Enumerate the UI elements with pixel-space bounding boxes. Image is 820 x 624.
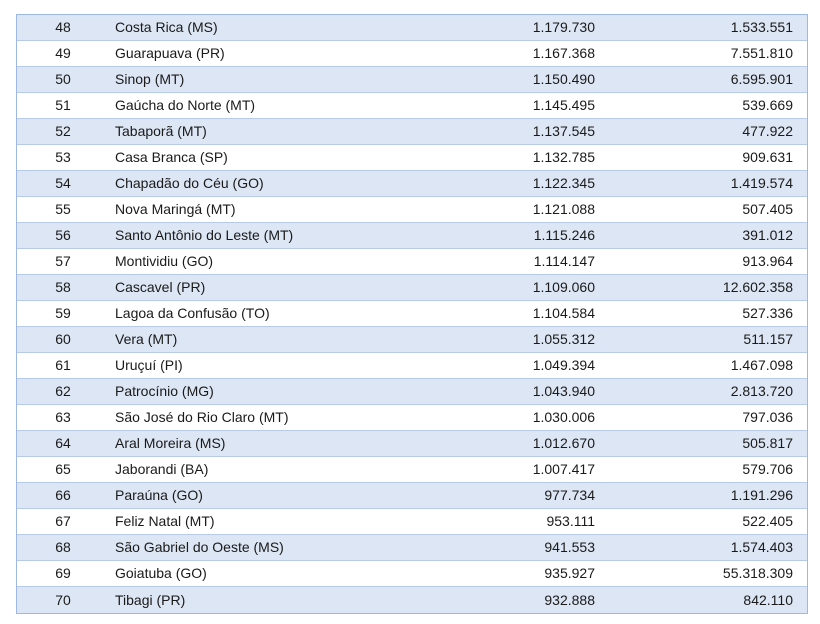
value1-cell: 1.132.785 [435,145,603,171]
table-row [17,275,807,301]
value1-cell: 935.927 [435,561,603,587]
table-row [17,301,807,327]
table-row [17,145,807,171]
value1-cell: 1.104.584 [435,301,603,327]
value2-cell: 391.012 [603,223,807,249]
rank-cell: 54 [17,171,109,197]
table-row [17,509,807,535]
table-row [17,405,807,431]
value1-cell: 941.553 [435,535,603,561]
truncated-previous-row [16,0,808,14]
table-row [17,535,807,561]
value1-cell: 1.043.940 [435,379,603,405]
value1-cell: 1.007.417 [435,457,603,483]
rank-cell: 68 [17,535,109,561]
table-row [17,431,807,457]
value2-cell: 55.318.309 [603,561,807,587]
city-cell: Casa Branca (SP) [109,145,435,171]
value1-cell: 1.012.670 [435,431,603,457]
table-row [17,587,807,613]
value2-cell: 2.813.720 [603,379,807,405]
table-row [17,119,807,145]
table-row [17,67,807,93]
value2-cell: 6.595.901 [603,67,807,93]
table-row [17,483,807,509]
city-cell: Chapadão do Céu (GO) [109,171,435,197]
value2-cell: 797.036 [603,405,807,431]
city-cell: Vera (MT) [109,327,435,353]
value1-cell: 1.122.345 [435,171,603,197]
value2-cell: 579.706 [603,457,807,483]
table-body [17,15,807,613]
value2-cell: 913.964 [603,249,807,275]
city-cell: Goiatuba (GO) [109,561,435,587]
city-cell: Sinop (MT) [109,67,435,93]
city-cell: Gaúcha do Norte (MT) [109,93,435,119]
city-cell: Jaborandi (BA) [109,457,435,483]
value1-cell: 1.179.730 [435,15,603,41]
city-cell: Aral Moreira (MS) [109,431,435,457]
rank-cell: 69 [17,561,109,587]
table-row [17,223,807,249]
rank-cell: 50 [17,67,109,93]
rank-cell: 60 [17,327,109,353]
value1-cell: 1.137.545 [435,119,603,145]
value1-cell: 977.734 [435,483,603,509]
value1-cell: 1.115.246 [435,223,603,249]
value1-cell: 1.055.312 [435,327,603,353]
municipality-table [16,14,808,614]
rank-cell: 70 [17,587,109,613]
value2-cell: 507.405 [603,197,807,223]
city-cell: Lagoa da Confusão (TO) [109,301,435,327]
rank-cell: 67 [17,509,109,535]
city-cell: Patrocínio (MG) [109,379,435,405]
rank-cell: 59 [17,301,109,327]
rank-cell: 65 [17,457,109,483]
value1-cell: 953.111 [435,509,603,535]
city-cell: Costa Rica (MS) [109,15,435,41]
rank-cell: 62 [17,379,109,405]
value1-cell: 1.109.060 [435,275,603,301]
value2-cell: 842.110 [603,587,807,613]
value2-cell: 477.922 [603,119,807,145]
table-row [17,15,807,41]
value1-cell: 1.121.088 [435,197,603,223]
rank-cell: 66 [17,483,109,509]
table-row [17,379,807,405]
table-row [17,561,807,587]
value1-cell: 1.030.006 [435,405,603,431]
value2-cell: 522.405 [603,509,807,535]
city-cell: São Gabriel do Oeste (MS) [109,535,435,561]
rank-cell: 64 [17,431,109,457]
value2-cell: 12.602.358 [603,275,807,301]
rank-cell: 49 [17,41,109,67]
value2-cell: 1.467.098 [603,353,807,379]
value1-cell: 932.888 [435,587,603,613]
value2-cell: 511.157 [603,327,807,353]
value1-cell: 1.167.368 [435,41,603,67]
rank-cell: 61 [17,353,109,379]
value1-cell: 1.114.147 [435,249,603,275]
value2-cell: 909.631 [603,145,807,171]
city-cell: Tibagi (PR) [109,587,435,613]
data-table [17,15,807,613]
rank-cell: 51 [17,93,109,119]
value2-cell: 7.551.810 [603,41,807,67]
value1-cell: 1.049.394 [435,353,603,379]
value1-cell: 1.145.495 [435,93,603,119]
city-cell: Cascavel (PR) [109,275,435,301]
table-row [17,249,807,275]
value2-cell: 527.336 [603,301,807,327]
rank-cell: 52 [17,119,109,145]
rank-cell: 53 [17,145,109,171]
table-row [17,197,807,223]
table-row [17,93,807,119]
value2-cell: 539.669 [603,93,807,119]
city-cell: Guarapuava (PR) [109,41,435,67]
city-cell: Uruçuí (PI) [109,353,435,379]
value2-cell: 1.533.551 [603,15,807,41]
value2-cell: 1.191.296 [603,483,807,509]
rank-cell: 63 [17,405,109,431]
table-row [17,327,807,353]
rank-cell: 56 [17,223,109,249]
city-cell: Montividiu (GO) [109,249,435,275]
value1-cell: 1.150.490 [435,67,603,93]
city-cell: Santo Antônio do Leste (MT) [109,223,435,249]
city-cell: Paraúna (GO) [109,483,435,509]
city-cell: São José do Rio Claro (MT) [109,405,435,431]
rank-cell: 58 [17,275,109,301]
value2-cell: 1.419.574 [603,171,807,197]
table-row [17,41,807,67]
rank-cell: 48 [17,15,109,41]
rank-cell: 55 [17,197,109,223]
city-cell: Tabaporã (MT) [109,119,435,145]
table-row [17,457,807,483]
city-cell: Nova Maringá (MT) [109,197,435,223]
value2-cell: 1.574.403 [603,535,807,561]
table-row [17,171,807,197]
value2-cell: 505.817 [603,431,807,457]
rank-cell: 57 [17,249,109,275]
city-cell: Feliz Natal (MT) [109,509,435,535]
table-row [17,353,807,379]
